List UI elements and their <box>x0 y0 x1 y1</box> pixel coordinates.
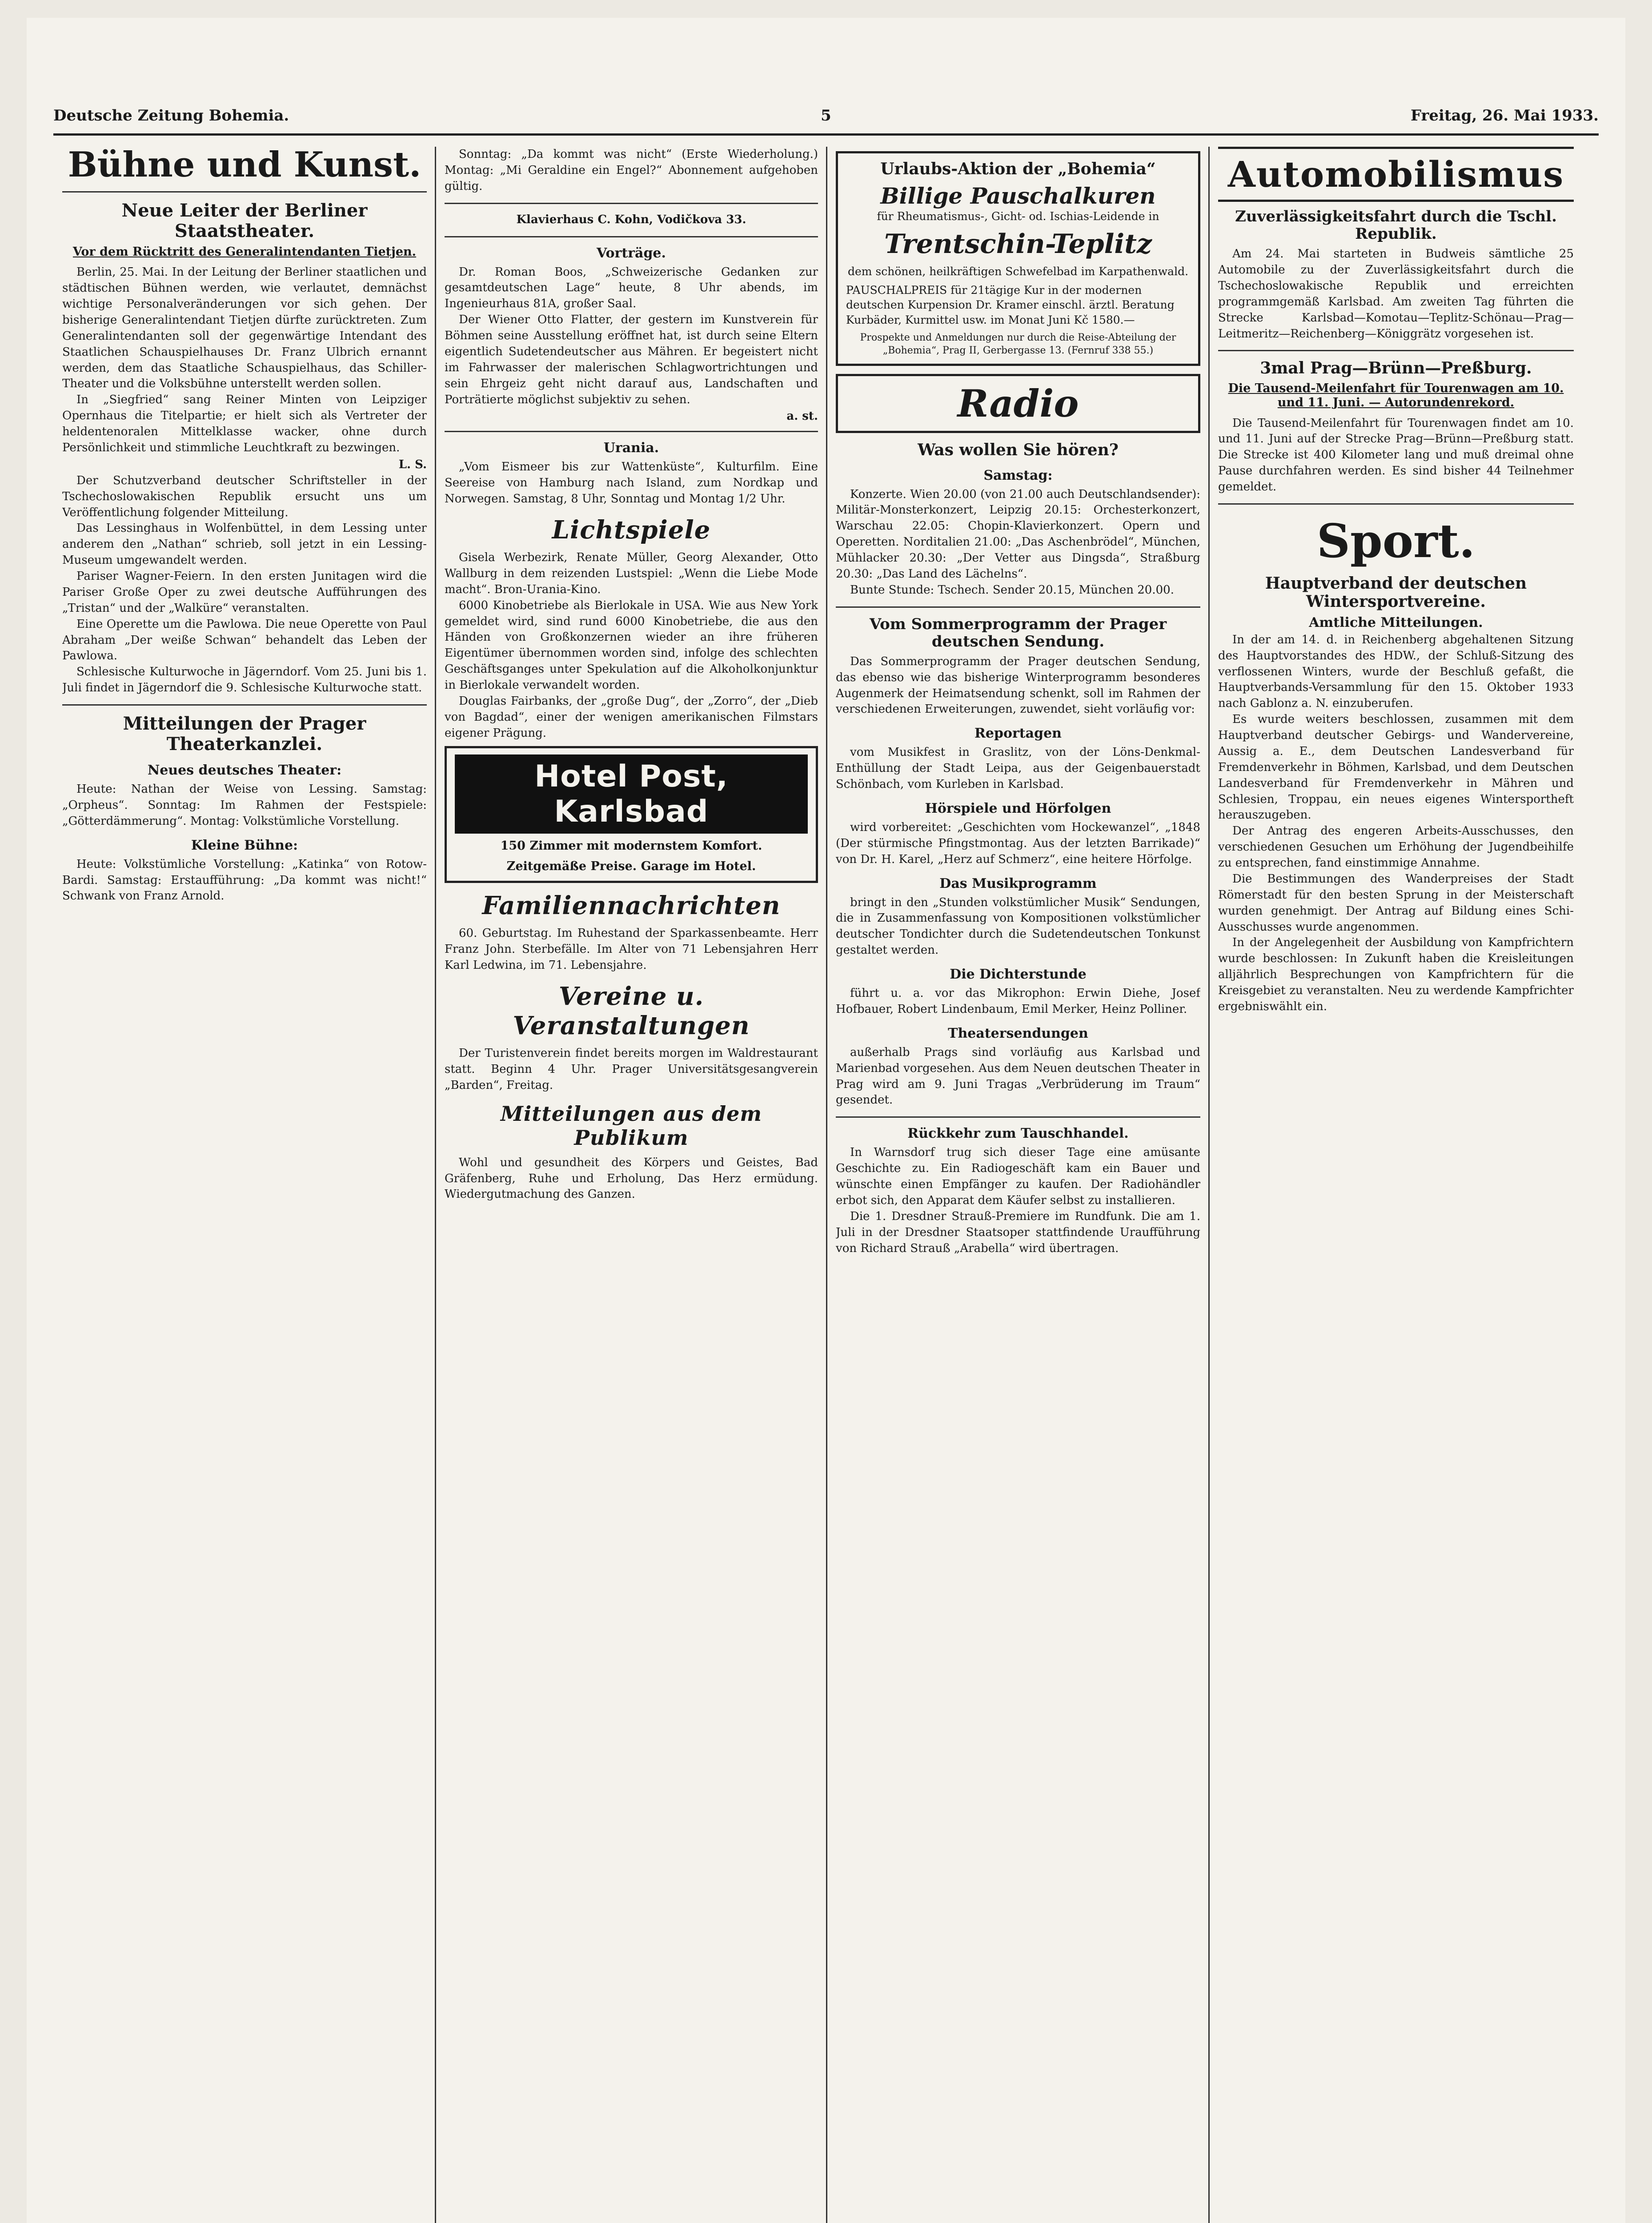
section-heading: Familiennachrichten <box>482 891 781 921</box>
article-paragraph: In der Angelegenheit der Ausbildung von Kampfrichtern wurde beschlossen: In Zukunft haben die Kreisleitungen alljährlich Besprechungen von Kampfrichtern für die Kreisgebiet zu veranstalten. Neu zu werdende Kampfrichter ergebniswählt ein. <box>1218 936 1574 1013</box>
ad-line: dem schönen, heilkräftigen Schwefelbad im Karpathenwald. <box>847 265 1189 278</box>
theater-subhead: Kleine Bühne: <box>191 837 298 853</box>
author-signature: L. S. <box>398 457 427 471</box>
ad-place: Trentschin-Teplitz <box>884 228 1152 260</box>
article-subhead: Die Tausend-Meilenfahrt für Tourenwagen am 10. und 11. Juni. — Autorundenrekord. <box>1228 381 1564 410</box>
hotel-name: Hotel Post, Karlsbad <box>455 754 808 834</box>
column-rule <box>1208 147 1210 2223</box>
article-subhead: Reportagen <box>974 726 1062 742</box>
section-title: Bühne und Kunst. <box>68 147 421 185</box>
column-radio <box>836 147 1200 2223</box>
hotel-line: 150 Zimmer mit modernstem Komfort. <box>500 839 762 853</box>
section-title: Sport. <box>1316 513 1476 568</box>
theater-schedule: Heute: Nathan der Weise von Lessing. Samstag: „Orpheus“. Sonntag: Im Rahmen der Festspiele: „Götterdämmerung“. Montag: Volkstümliche Vorstellung. <box>62 782 427 828</box>
hotel-advertisement <box>445 746 818 883</box>
theater-subhead: Neues deutsches Theater: <box>147 762 342 778</box>
article-subhead: Hörspiele und Hörfolgen <box>925 800 1111 816</box>
article-subhead: Vor dem Rücktritt des Generalintendanten Tietjen. <box>72 245 417 259</box>
article-subhead: Theatersendungen <box>948 1025 1088 1041</box>
article-paragraph: vom Musikfest in Graslitz, von der Löns-Denkmal-Enthüllung der Stadt Leipa, aus der Geigenbauerstadt Schönbach, vom Kurleben in Karlsbad. <box>836 746 1200 791</box>
article-paragraph: 6000 Kinobetriebe als Bierlokale in USA. Wie aus New York gemeldet wird, sind rund 6000 Kinobetriebe, die aus den Händen von Großkonzernen wieder an ihre früheren Eigentümer übernommen worden sind, infolge des schlechten Geschäftsganges unter Spekulation auf die Alkoholkonjunktur in Bierlokale verwandelt worden. <box>445 598 818 692</box>
divider <box>1218 350 1574 351</box>
running-head <box>53 102 1599 136</box>
article-headline: Vom Sommerprogramm der Prager deutschen Sendung. <box>869 615 1167 650</box>
section-heading: Vorträge. <box>597 245 666 261</box>
radio-title-box <box>836 374 1200 433</box>
article-paragraph: Douglas Fairbanks, der „große Dug“, der „Zorro“, der „Dieb von Bagdad“, einer der wenigen amerikanischen Filmstars eigener Prägung. <box>445 694 818 740</box>
article-paragraph: Gisela Werbezirk, Renate Müller, Georg Alexander, Otto Wallburg in dem reizenden Lustspiel: „Wenn die Liebe Mode macht“. Bron-Urania-Kino. <box>445 551 818 596</box>
article-paragraph: In der am 14. d. in Reichenberg abgehaltenen Sitzung des Hauptvorstandes des HDW., der Schluß-Sitzung des verflossenen Winters, wurde der Beschluß gefaßt, die Hauptverbands-Versammlung für den 15. Oktober 1933 nach Gablonz a. N. einzuberufen. <box>1218 633 1574 710</box>
column-rule <box>826 147 827 2223</box>
article-paragraph: Der Antrag des engeren Arbeits-Ausschusses, den verschiedenen Gesuchen um Erhöhung der Jugendbeihilfe zu entsprechen, fand einstimmige Annahme. <box>1218 824 1574 870</box>
divider <box>1218 503 1574 505</box>
theater-schedule: Heute: Volkstümliche Vorstellung: „Katinka“ von Rotow-Bardi. Samstag: Erstaufführung: „Da kommt was nicht!“ Schwank von Franz Arnold. <box>62 857 427 903</box>
column-buehne-und-kunst <box>62 147 427 2223</box>
theater-notice-headline: Mitteilungen der Prager Theaterkanzlei. <box>123 713 366 755</box>
article-paragraph: Das Sommerprogramm der Prager deutschen Sendung, das ebenso wie das bisherige Winterprogramm besonderes Augenmerk der Heimatsendung schenkt, soll im Rahmen der verschiedenen Erweiterungen, zuwendet, sieht vorläufig vor: <box>836 654 1200 716</box>
divider <box>445 236 818 237</box>
section-banner: Automobilismus <box>1218 147 1574 202</box>
article-paragraph: Die 1. Dresdner Strauß-Premiere im Rundfunk. Die am 1. Juli in der Dresdner Staatsoper stattfindende Uraufführung von Richard Strauß „Arabella“ wird übertragen. <box>836 1209 1200 1255</box>
article-paragraph: Am 24. Mai starteten in Budweis sämtliche 25 Automobile zu der Zuverlässigkeitsfahrt durch die Tschechoslowakische Republik und erreichten programmgemäß Karlsbad. Am zweiten Tag führten die Strecke Karlsbad—Komotau—Teplitz-Schönau—Prag—Leitmeritz—Reichenberg—Königgrätz vorgesehen ist. <box>1218 247 1574 341</box>
article-paragraph: Der Wiener Otto Flatter, der gestern im Kunstverein für Böhmen seine Ausstellung eröffnet hat, ist durch seine Eltern eigentlich Sudetendeutscher aus Mähren. Er begeistert nicht im Fahrwasser der malerischen Schlagwortrichtungen und sein Ehrgeiz geht nicht darauf aus, Landschaften und Porträtierte möglichst subjektiv zu sehen. <box>445 313 818 406</box>
article-paragraph: Der Turistenverein findet bereits morgen im Waldrestaurant statt. Beginn 4 Uhr. Prager Universitätsgesangverein „Barden“, Freitag. <box>445 1047 818 1092</box>
section-heading: Lichtspiele <box>552 515 711 545</box>
article-headline: Rückkehr zum Tauschhandel. <box>907 1126 1129 1142</box>
radio-program: Konzerte. Wien 20.00 (von 21.00 auch Deutschlandsender): Militär-Monsterkonzert, Leipzig 20.15: Orchesterkonzert, Warschau 22.05: Chopin-Klavierkonzert. Opern und Operetten. Norditalien 21.00: „Das Aschenbrödel“, München, Mühlacker 20.30: „Der Vetter aus Dingsda“, Straßburg 20.30: „Das Land des Lächelns“. <box>836 487 1200 581</box>
article-paragraph: In „Siegfried“ sang Reiner Minten von Leipziger Opernhaus die Titelpartie; er hielt sich als Vertreter der heldentenoralen Mittelklasse wacker, ohne durch Persönlichkeit und stimmliche Leuchtkraft zu bezwingen. <box>62 393 427 454</box>
divider <box>62 191 427 193</box>
article-paragraph: wird vorbereitet: „Geschichten vom Hockewanzel“, „1848 (Der stürmische Pfingstmontag. Aus der letzten Barrikade)“ von Dr. H. Karel, „Herz auf Schmerz“, eine heitere Hörfolge. <box>836 820 1200 866</box>
article-paragraph: Eine Operette um die Pawlowa. Die neue Operette von Paul Abraham „Der weiße Schwan“ behandelt das Leben der Pawlowa. <box>62 617 427 663</box>
article-paragraph: Der Schutzverband deutscher Schriftsteller in der Tschechoslowakischen Republik ersucht uns um Veröffentlichung folgender Mitteilung. <box>62 473 427 519</box>
article-paragraph: Das Lessinghaus in Wolfenbüttel, in dem Lessing unter anderem den „Nathan“ schrieb, soll jetzt in ein Lessing-Museum umgewandelt werden. <box>62 522 427 567</box>
divider <box>445 203 818 204</box>
article-paragraph: Schlesische Kulturwoche in Jägerndorf. Vom 25. Juni bis 1. Juli findet in Jägerndorf die 9. Schlesische Kulturwoche statt. <box>62 665 427 695</box>
article-paragraph: Es wurde weiters beschlossen, zusammen mit dem Hauptverband deutscher Gebirgs- und Wandervereine, Aussig a. E., dem Deutschen Landesverband für Fremdenverkehr in Böhmen, Karlsbad, und dem Deutschen Landesverband für Fremdenverkehr in Mähren und Schlesien, Troppau, ein neues eigenes Wintersportheft herauszugeben. <box>1218 713 1574 822</box>
newspaper-page <box>27 18 1625 2223</box>
article-subhead: Das Musikprogramm <box>939 875 1097 891</box>
article-paragraph: Die Tausend-Meilenfahrt für Tourenwagen findet am 10. und 11. Juni auf der Strecke Prag—Brünn—Preßburg statt. Die Strecke ist 400 Kilometer lang und muß dreimal ohne Pause durchfahren werden. Es sind bisher 44 Teilnehmer gemeldet. <box>1218 416 1574 494</box>
article-headline: Zuverlässigkeitsfahrt durch die Tschl. Republik. <box>1235 208 1557 243</box>
article-headline: 3mal Prag—Brünn—Preßburg. <box>1260 359 1532 378</box>
article-headline: Hauptverband der deutschen Wintersportvereine. <box>1265 574 1527 611</box>
article-paragraph: 60. Geburtstag. Im Ruhestand der Sparkassenbeamte. Herr Franz John. Sterbefälle. Im Alter von 71 Lebensjahren Herr Karl Ledwina, im 71. Lebensjahre. <box>445 927 818 972</box>
bohemia-advertisement <box>836 151 1200 366</box>
ad-subtitle: Billige Pauschalkuren <box>880 183 1156 209</box>
divider <box>62 704 427 706</box>
article-paragraph: Sonntag: „Da kommt was nicht“ (Erste Wiederholung.) Montag: „Mi Geraldine ein Engel?“ Abonnement aufgehoben gültig. <box>445 148 818 193</box>
column-automobilismus-sport <box>1218 147 1574 2223</box>
article-paragraph: Wohl und gesundheit des Körpers und Geistes, Bad Gräfenberg, Ruhe und Erholung, Das Herz ermüdung. Wiedergutmachung des Ganzen. <box>445 1156 818 1201</box>
hotel-line: Zeitgemäße Preise. Garage im Hotel. <box>506 859 756 873</box>
issue-date: Freitag, 26. Mai 1933. <box>1410 107 1599 124</box>
section-heading: Vereine u. Veranstaltungen <box>513 982 750 1040</box>
column-rule <box>435 147 436 2223</box>
divider <box>445 431 818 432</box>
advert-line: Klavierhaus C. Kohn, Vodičkova 33. <box>516 213 746 226</box>
article-paragraph: Dr. Roman Boos, „Schweizerische Gedanken zur gesamtdeutschen Lage“ heute, 8 Uhr abends, im Ingenieurhaus 81A, großer Saal. <box>445 265 818 311</box>
section-heading: Urania. <box>603 440 659 456</box>
author-signature: a. st. <box>786 409 818 423</box>
section-heading: Mitteilungen aus dem Publikum <box>500 1101 762 1150</box>
radio-program: Bunte Stunde: Tschech. Sender 20.15, München 20.00. <box>850 583 1174 597</box>
newspaper-name: Deutsche Zeitung Bohemia. <box>53 107 289 124</box>
article-paragraph: führt u. a. vor das Mikrophon: Erwin Diehe, Josef Hofbauer, Robert Lindenbaum, Emil Merker, Heinz Polliner. <box>836 987 1200 1016</box>
column-vortraege-lichtspiele <box>445 147 818 2223</box>
article-paragraph: Die Bestimmungen des Wanderpreises der Stadt Römerstadt für den besten Sprung in der Meisterschaft wurden genehmigt. Der Antrag auf Bildung eines Schi-Ausschusses wurde angenommen. <box>1218 872 1574 934</box>
article-paragraph: Pariser Wagner-Feiern. In den ersten Junitagen wird die Pariser Große Oper zu zwei deutsche Aufführungen des „Tristan“ und der „Walküre“ veranstalten. <box>62 570 427 615</box>
article-headline: Neue Leiter der Berliner Staatstheater. <box>121 200 368 241</box>
page-number: 5 <box>821 107 831 124</box>
article-subhead: Die Dichterstunde <box>950 967 1087 983</box>
divider <box>836 1116 1200 1118</box>
article-subhead: Amtliche Mitteilungen. <box>1309 614 1483 630</box>
ad-line: Prospekte und Anmeldungen nur durch die Reise-Abteilung der „Bohemia“, Prag II, Gerbergasse 13. (Fernruf 338 55.) <box>860 332 1176 357</box>
article-paragraph: „Vom Eismeer bis zur Wattenküste“, Kulturfilm. Eine Seereise von Hamburg nach Island, zum Nordkap und Norwegen. Samstag, 8 Uhr, Sonntag und Montag 1/2 Uhr. <box>445 460 818 506</box>
ad-line: für Rheumatismus-, Gicht- od. Ischias-Leidende in <box>877 210 1159 223</box>
radio-title: Radio <box>957 381 1079 426</box>
article-paragraph: bringt in den „Stunden volkstümlicher Musik“ Sendungen, die in Zusammenfassung von Kompositionen volkstümlicher deutscher Tondichter durch die Sudetendeutschen Tonkunst gestaltet werden. <box>836 895 1200 957</box>
ad-title: Urlaubs-Aktion der „Bohemia“ <box>880 160 1156 178</box>
radio-headline: Was wollen Sie hören? <box>918 441 1119 460</box>
article-paragraph: Berlin, 25. Mai. In der Leitung der Berliner staatlichen und städtischen Bühnen werden, wie verlautet, demnächst wichtige Personalveränderungen vor sich gehen. Der bisherige Generalintendant Tietjen dürfte zurücktreten. Zum Generalintendanten soll der gegenwärtige Intendant des Staatlichen Schauspielhauses Dr. Franz Ulbrich ernannt werden, dem das Staatliche Schauspielhaus, das Schiller-Theater und die Volksbühne unterstellt werden sollen. <box>62 265 427 391</box>
divider <box>836 606 1200 608</box>
article-paragraph: In Warnsdorf trug sich dieser Tage eine amüsante Geschichte zu. Ein Radiogeschäft kam ein Bauer und wünschte einen Empfänger zu kaufen. Der Radiohändler erbot sich, den Apparat dem Käufer selbst zu installieren. <box>836 1146 1200 1207</box>
radio-day: Samstag: <box>983 467 1053 483</box>
article-paragraph: außerhalb Prags sind vorläufig aus Karlsbad und Marienbad vorgesehen. Aus dem Neuen deutschen Theater in Prag wird am 9. Juni Tragas „Verbrüderung im Traum“ gesendet. <box>836 1045 1200 1107</box>
ad-line: PAUSCHALPREIS für 21tägige Kur in der modernen deutschen Kurpension Dr. Kramer einschl. ärztl. Beratung Kurbäder, Kurmittel usw. im Monat Juni Kč 1580.— <box>846 283 1175 326</box>
